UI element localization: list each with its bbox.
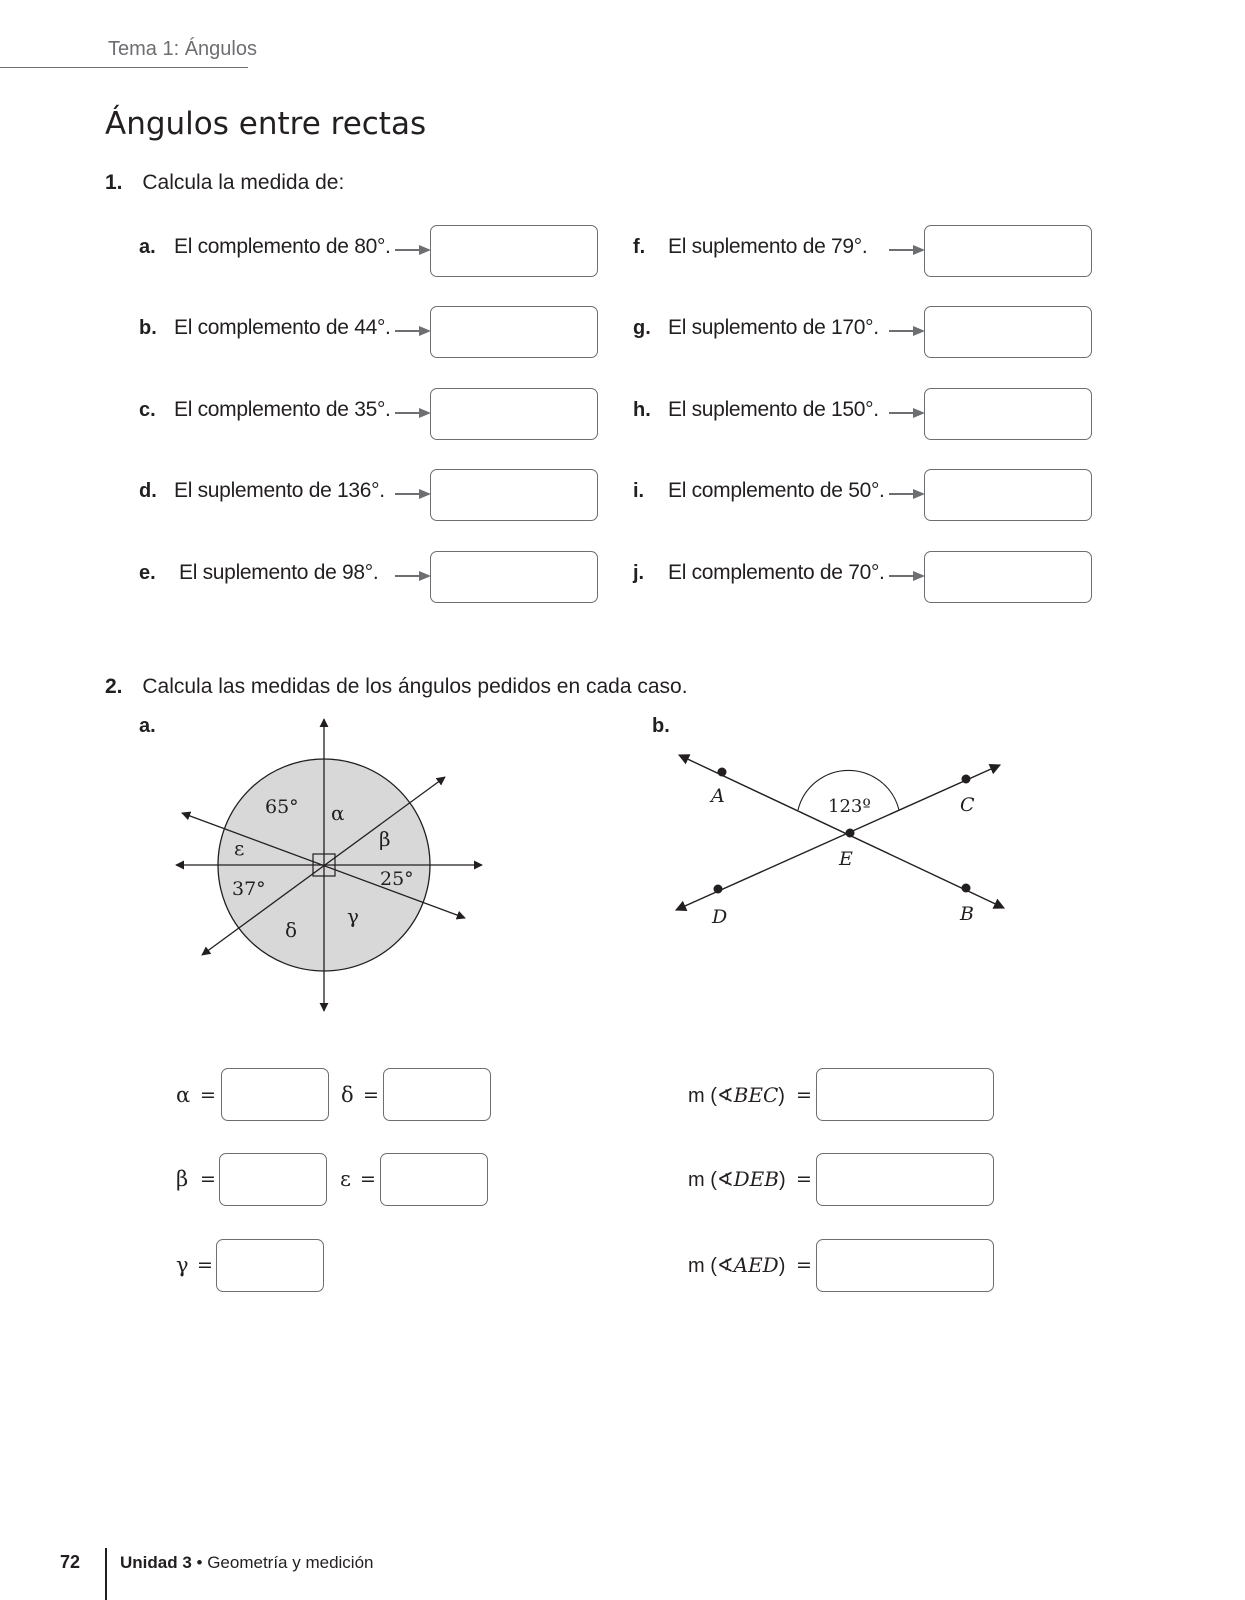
footer-divider [105,1548,107,1600]
arrow-right-icon [889,326,925,336]
equals-sign: = [363,1084,379,1106]
alpha-label: α [331,801,345,825]
epsilon-label: ε [234,836,245,860]
answer-box-e[interactable] [430,551,598,603]
answer-box-a[interactable] [430,225,598,277]
item-text: El complemento de 80°. [174,235,391,258]
question-1-number: 1. [105,171,123,194]
item-letter: i. [633,480,645,502]
point-A [718,768,727,777]
angle-BEC-label [688,1083,785,1108]
arrow-right-icon [889,408,925,418]
footer-unit [120,1553,373,1573]
item-letter: c. [139,399,156,421]
label-A: A [711,785,725,807]
equals-sign: = [796,1168,812,1190]
arrow-right-icon [395,571,431,581]
delta-answer-box[interactable] [383,1068,491,1121]
alpha-answer-box[interactable] [221,1068,329,1121]
item-text: El complemento de 44°. [174,316,391,339]
answer-box-b[interactable] [430,306,598,358]
answer-box-i[interactable] [924,469,1092,521]
angle-BEC-answer-box[interactable] [816,1068,994,1121]
arrow-right-icon [889,571,925,581]
arrow-right-icon [395,408,431,418]
page-title: Ángulos entre rectas [105,106,427,142]
equals-sign: = [197,1254,213,1276]
figure-a-circle-diagram [160,715,490,1015]
item-text: El suplemento de 79°. [668,235,868,258]
label-C: C [960,794,975,816]
label-suffix: ) [778,1085,785,1107]
beta-label: β [379,827,391,851]
label-suffix: ) [778,1255,786,1277]
item-text: El suplemento de 98°. [179,561,379,584]
gamma-symbol: γ [176,1253,189,1277]
item-text: El complemento de 35°. [174,398,391,421]
question-1 [105,171,344,195]
delta-symbol: δ [341,1083,354,1107]
arrow-right-icon [889,245,925,255]
angle-DEB-answer-box[interactable] [816,1153,994,1206]
item-letter: f. [633,236,646,258]
question-1-prompt: Calcula la medida de: [142,171,345,194]
item-letter: h. [633,399,651,421]
label-prefix: m (∢ [688,1169,734,1191]
q1-left-column [139,225,609,605]
item-letter: e. [139,562,156,584]
answer-box-j[interactable] [924,551,1092,603]
arrow-right-icon [395,245,431,255]
angle-name: DEB [733,1167,779,1191]
angle-25-label: 25° [380,868,414,890]
point-E [846,829,855,838]
angle-37-label: 37° [232,878,266,900]
topic-underline [0,67,248,68]
label-prefix: m (∢ [688,1085,734,1107]
line-AB [679,755,1004,908]
item-letter: d. [139,480,157,502]
question-2-number: 2. [105,675,123,698]
point-D [714,885,723,894]
gamma-label: γ [347,904,359,928]
alpha-symbol: α [176,1083,191,1107]
label-E: E [839,848,853,870]
beta-symbol: β [176,1167,189,1191]
answer-box-g[interactable] [924,306,1092,358]
label-D: D [712,906,728,928]
item-letter: j. [633,562,645,584]
item-letter: b. [139,317,157,339]
label-suffix: ) [778,1169,786,1191]
question-2 [105,675,688,699]
item-text: El suplemento de 150°. [668,398,879,421]
delta-label: δ [285,918,298,942]
item-text: El complemento de 70°. [668,561,885,584]
item-text: El complemento de 50°. [668,479,885,502]
item-letter: a. [139,236,156,258]
q1-right-column [633,225,1103,605]
equals-sign: = [360,1168,376,1190]
answer-box-f[interactable] [924,225,1092,277]
beta-answer-box[interactable] [219,1153,327,1206]
arrow-right-icon [395,326,431,336]
angle-123-label: 123º [828,796,871,817]
arrow-right-icon [395,489,431,499]
point-C [962,775,971,784]
equals-sign: = [200,1168,216,1190]
equals-sign: = [200,1084,216,1106]
epsilon-answer-box[interactable] [380,1153,488,1206]
answer-box-d[interactable] [430,469,598,521]
gamma-answer-box[interactable] [216,1239,324,1292]
angle-AED-label [688,1253,785,1278]
point-B [962,884,971,893]
question-2-prompt: Calcula las medidas de los ángulos pedidos en cada caso. [142,675,688,698]
label-B: B [960,903,974,925]
answer-box-c[interactable] [430,388,598,440]
figure-b-intersecting-lines [670,745,1020,945]
item-text: El suplemento de 136°. [174,479,385,502]
item-letter: g. [633,317,651,339]
angle-name: AED [733,1253,779,1277]
part-a-letter: a. [139,715,156,737]
angle-name: BEC [733,1083,779,1107]
part-b-letter: b. [652,715,670,737]
answer-box-h[interactable] [924,388,1092,440]
equals-sign: = [796,1084,812,1106]
subject-label: • Geometría y medición [191,1553,374,1572]
label-prefix: m (∢ [688,1255,734,1277]
arrow-right-icon [889,489,925,499]
item-text: El suplemento de 170°. [668,316,879,339]
angle-65-label: 65° [265,796,299,818]
epsilon-symbol: ε [340,1167,351,1191]
unit-label: Unidad 3 [120,1553,192,1572]
angle-AED-answer-box[interactable] [816,1239,994,1292]
page-number: 72 [60,1552,81,1572]
topic-label: Tema 1: Ángulos [108,38,257,60]
angle-DEB-label [688,1167,786,1192]
equals-sign: = [796,1254,812,1276]
